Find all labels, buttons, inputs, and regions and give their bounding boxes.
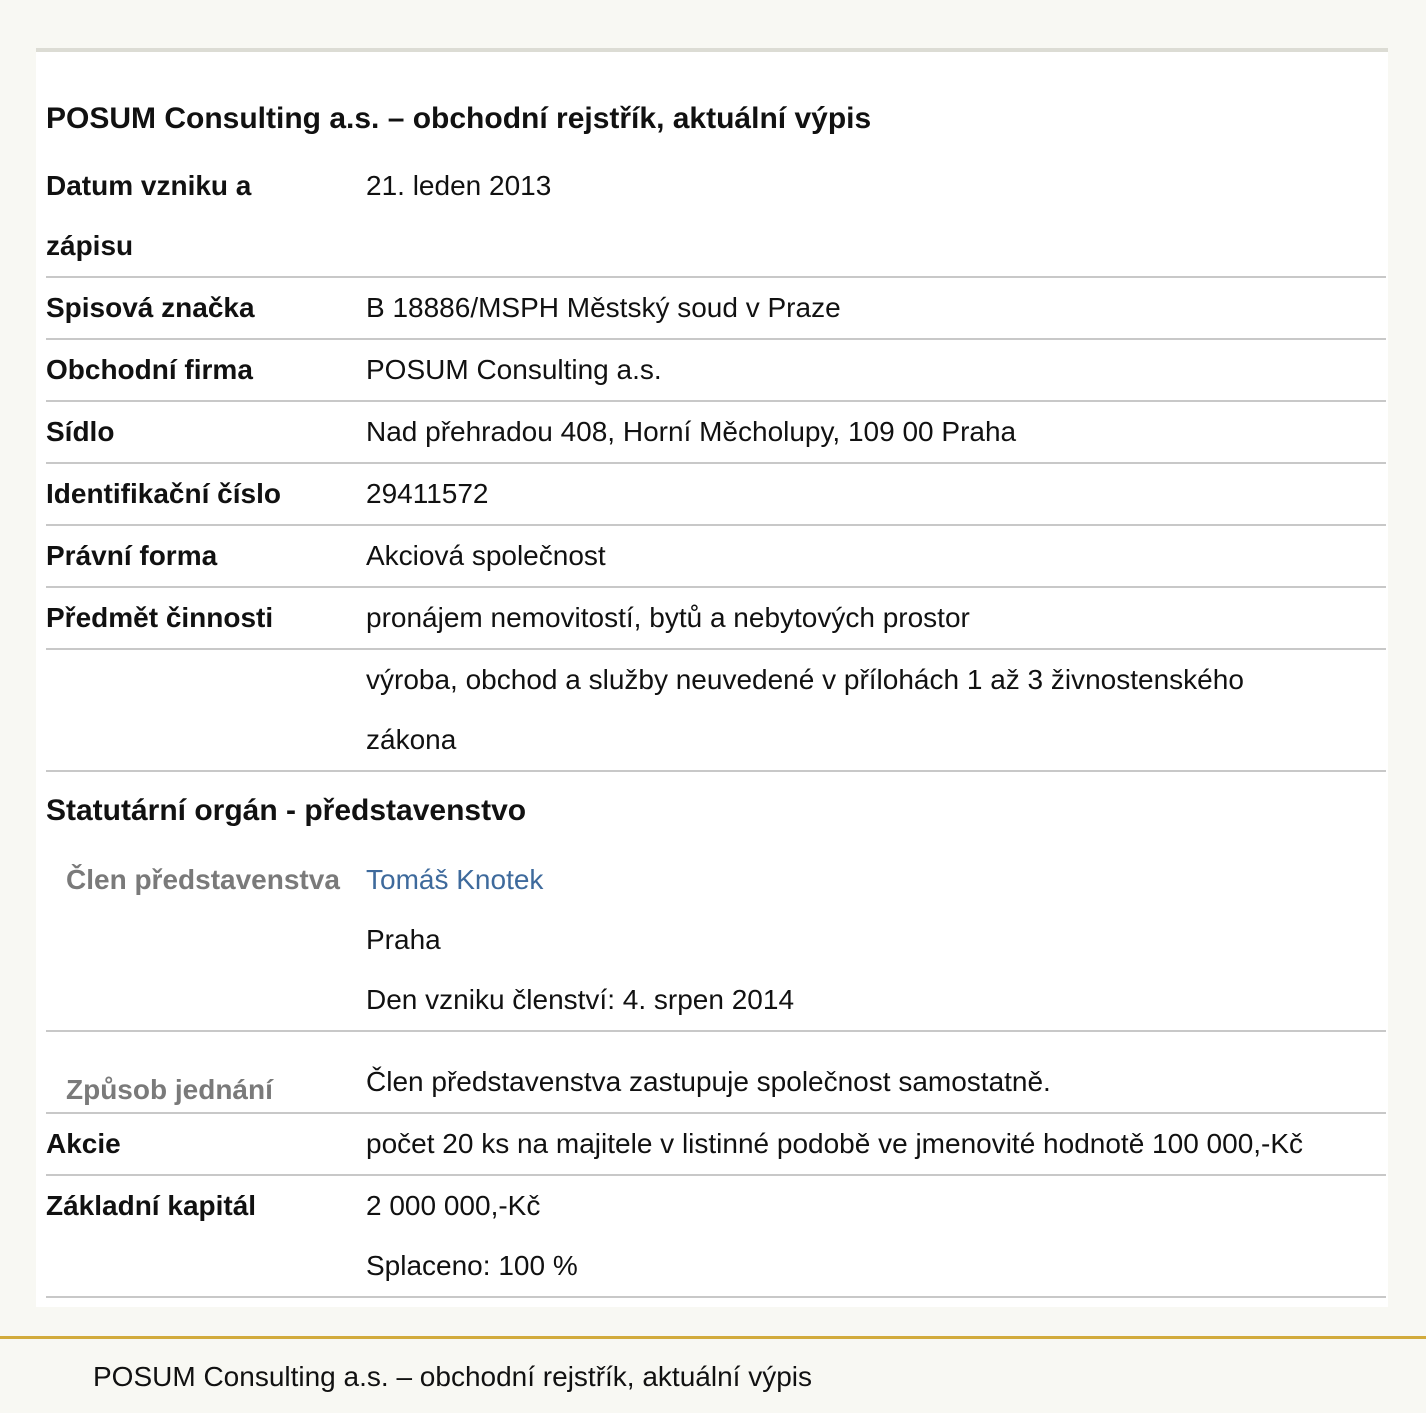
row-sidlo xyxy=(46,402,1386,464)
member-name-link[interactable]: Tomáš Knotek xyxy=(366,864,544,895)
footer xyxy=(0,1336,1426,1413)
label-pravni-forma: Právní forma xyxy=(46,540,218,571)
row-datum-vzniku xyxy=(46,156,1386,278)
capital-amount: 2 000 000,-Kč xyxy=(366,1190,541,1221)
label-obchodni-firma: Obchodní firma xyxy=(46,354,253,385)
label-zpusob-jednani: Způsob jednání xyxy=(66,1074,273,1105)
register-panel xyxy=(36,48,1388,1307)
page-title: POSUM Consulting a.s. – obchodní rejstřík, aktuální výpis xyxy=(46,102,872,135)
row-akcie xyxy=(46,1114,1386,1176)
label-zakladni-kapital: Základní kapitál xyxy=(46,1190,257,1221)
value-akcie: počet 20 ks na majitele v listinné podobě ve jmenovité hodnotě 100 000,-Kč xyxy=(366,1128,1304,1159)
value-spisova-znacka: B 18886/MSPH Městský soud v Praze xyxy=(366,292,841,323)
value-pravni-forma: Akciová společnost xyxy=(366,540,606,571)
value-predmet-cinnosti-1: pronájem nemovitostí, bytů a nebytových prostor xyxy=(366,602,970,633)
value-ico: 29411572 xyxy=(366,478,489,509)
value-obchodni-firma: POSUM Consulting a.s. xyxy=(366,354,662,385)
value-zakladni-kapital xyxy=(366,1176,1366,1296)
value-predmet-cinnosti-2: výroba, obchod a služby neuvedené v přílohách 1 až 3 živnostenského zákona xyxy=(366,664,1244,755)
label-sidlo: Sídlo xyxy=(46,416,115,447)
member-details xyxy=(366,850,1366,1030)
label-clen-predstavenstva: Člen představenstva xyxy=(66,864,340,895)
label-akcie: Akcie xyxy=(46,1128,121,1159)
row-ico xyxy=(46,464,1386,526)
row-obchodni-firma xyxy=(46,340,1386,402)
section-title-statutarni: Statutární orgán - představenstvo xyxy=(46,794,527,827)
row-zakladni-kapital xyxy=(46,1176,1386,1298)
label-predmet-cinnosti: Předmět činnosti xyxy=(46,602,274,633)
member-city: Praha xyxy=(366,924,441,955)
row-pravni-forma xyxy=(46,526,1386,588)
label-spisova-znacka: Spisová značka xyxy=(46,292,255,323)
row-clen-predstavenstva xyxy=(46,850,1386,1032)
label-datum-vzniku: Datum vzniku a zápisu xyxy=(46,170,252,261)
value-datum-vzniku: 21. leden 2013 xyxy=(366,170,552,201)
row-zpusob-jednani xyxy=(46,1032,1386,1114)
row-predmet-cinnosti xyxy=(46,588,1386,650)
row-spisova-znacka xyxy=(46,278,1386,340)
value-zpusob-jednani: Člen představenstva zastupuje společnost samostatně. xyxy=(366,1066,1051,1097)
value-sidlo: Nad přehradou 408, Horní Měcholupy, 109 00 Praha xyxy=(366,416,1017,447)
footer-title: POSUM Consulting a.s. – obchodní rejstřík, aktuální výpis xyxy=(93,1361,812,1392)
row-predmet-cinnosti-2 xyxy=(46,650,1386,772)
label-ico: Identifikační číslo xyxy=(46,478,281,509)
capital-paid: Splaceno: 100 % xyxy=(366,1250,578,1281)
member-since: Den vzniku členství: 4. srpen 2014 xyxy=(366,984,795,1015)
